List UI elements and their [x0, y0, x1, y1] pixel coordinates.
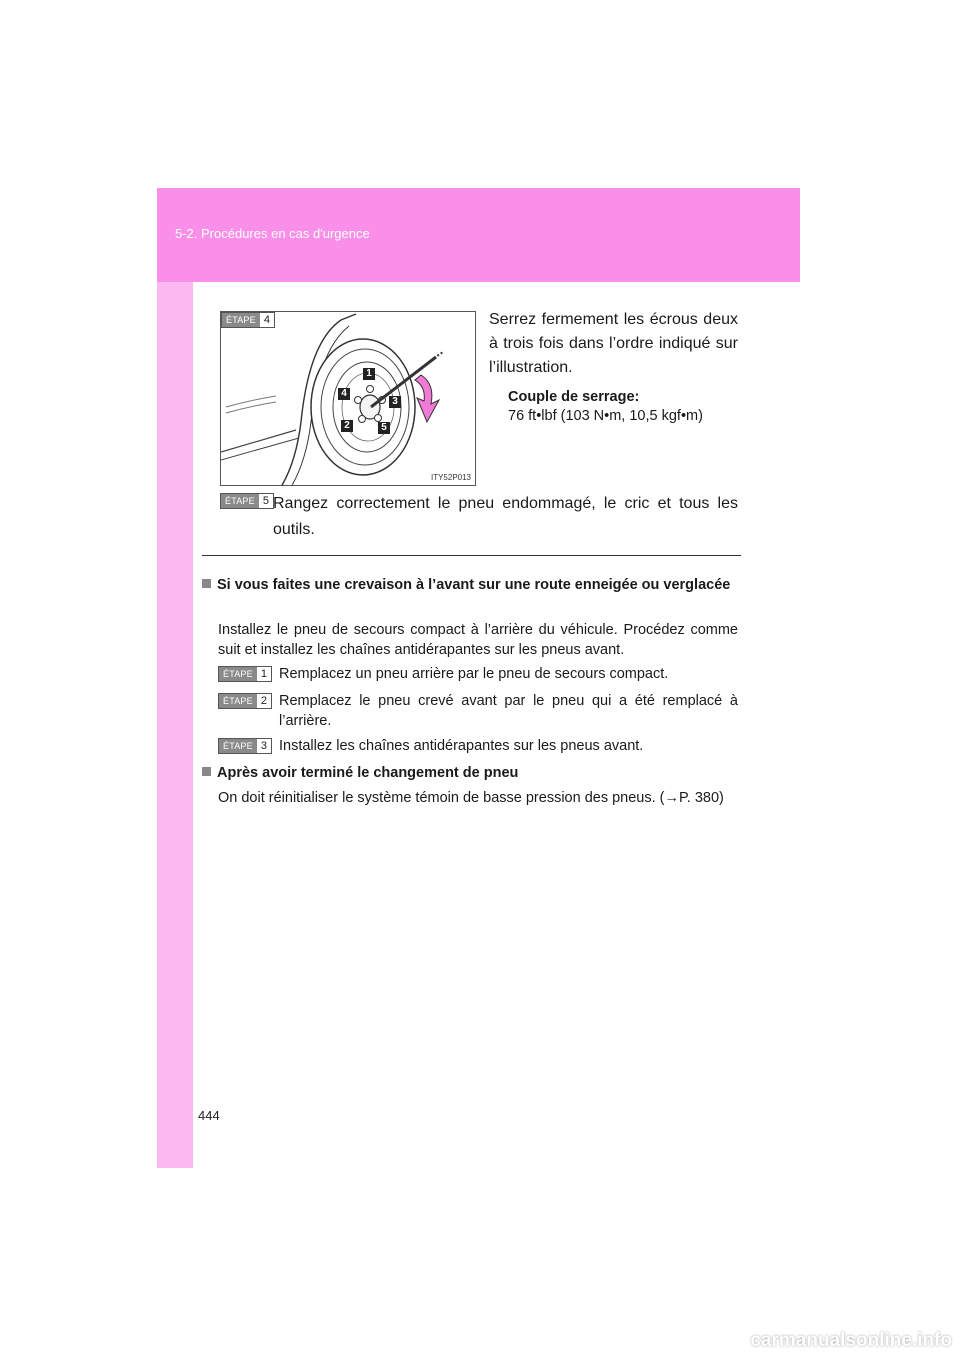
after-heading: Après avoir terminé le changement de pneu: [202, 763, 518, 783]
torque-title: Couple de serrage:: [508, 389, 640, 405]
marker-2: 2: [341, 420, 353, 432]
section-divider: [202, 555, 741, 556]
step4-text: Serrez fermement les écrous deux à trois fois dans l’ordre indiqué sur l’illustration.: [489, 311, 738, 376]
section-title: 5-2. Procédures en cas d'urgence: [175, 226, 370, 241]
snow-step-badge-1: ÉTAPE 1: [218, 666, 272, 682]
square-bullet-icon: [202, 767, 211, 776]
marker-1: 1: [363, 368, 375, 380]
snow-step-1-text: Remplacez un pneu arrière par le pneu de secours compact.: [279, 666, 669, 682]
step-badge-4: ÉTAPE 4: [221, 312, 275, 328]
torque-spec: [508, 388, 748, 426]
side-band: [157, 188, 193, 1168]
marker-5: 5: [378, 422, 390, 434]
wheel-illustration: [220, 311, 476, 486]
torque-value: 76 ft•lbf (103 N•m, 10,5 kgf•m): [508, 408, 703, 424]
marker-4: 4: [338, 388, 350, 400]
snow-step-2-text: Remplacez le pneu crevé avant par le pneu qui a été remplacé à l’arrière.: [279, 693, 738, 729]
square-bullet-icon: [202, 579, 211, 588]
snow-intro: Installez le pneu de secours compact à l’arrière du véhicule. Procédez comme suit et installez les chaînes antidérapantes sur les pneus avant.: [218, 622, 738, 658]
step5-text: Rangez correctement le pneu endommagé, le cric et tous les outils.: [273, 495, 738, 538]
marker-3: 3: [389, 396, 401, 408]
figure-code: ITY52P013: [430, 473, 471, 482]
page-number: 444: [198, 1108, 220, 1123]
step-badge-5: ÉTAPE 5: [220, 493, 274, 509]
watermark: carmanualsonline.info: [750, 1330, 952, 1351]
after-text: On doit réinitialiser le système témoin de basse pression des pneus. (→P. 380): [218, 790, 724, 806]
snow-step-badge-2: ÉTAPE 2: [218, 693, 272, 709]
snow-step-3-text: Installez les chaînes antidérapantes sur les pneus avant.: [279, 738, 644, 754]
snow-heading: Si vous faites une crevaison à l’avant sur une route enneigée ou verglacée: [202, 575, 738, 595]
snow-step-badge-3: ÉTAPE 3: [218, 738, 272, 754]
